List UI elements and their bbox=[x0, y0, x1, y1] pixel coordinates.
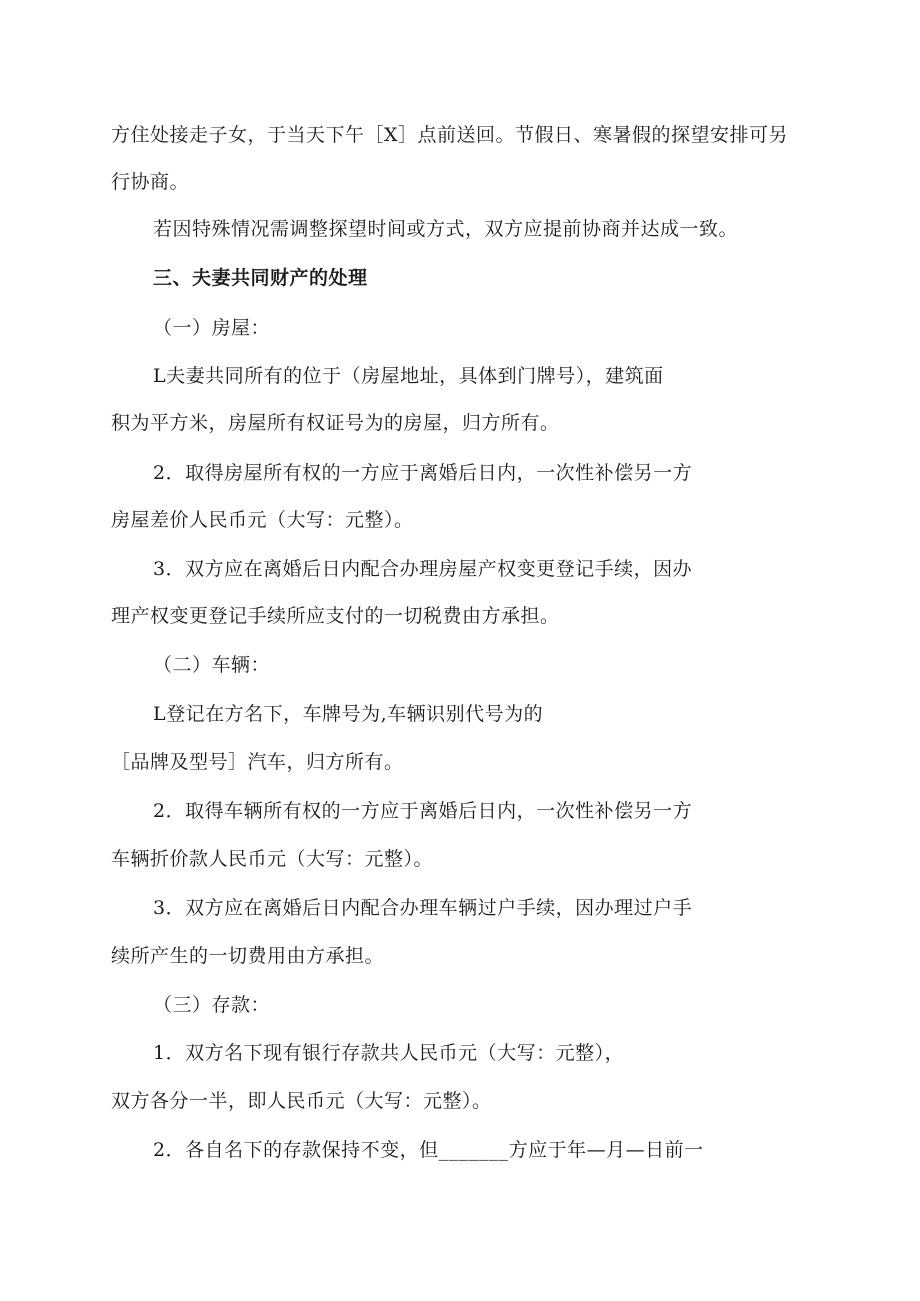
paragraph-line: 2．各自名下的存款保持不变，但_______方应于年—月—日前一 bbox=[153, 1139, 704, 1161]
paragraph-line: 双方各分一半，即人民币元（大写：元整）。 bbox=[111, 1090, 492, 1112]
paragraph-line: 房屋差价人民币元（大写：元整）。 bbox=[111, 509, 414, 531]
paragraph-line: 2．取得房屋所有权的一方应于离婚后日内，一次性补偿另一方 bbox=[153, 462, 693, 484]
paragraph-line: 车辆折价款人民币元（大写：元整）。 bbox=[111, 848, 434, 870]
subsection-heading: （二）车辆： bbox=[153, 654, 271, 676]
paragraph-line: 方住处接走子女，于当天下午［X］点前送回。节假日、寒暑假的探望安排可另 bbox=[111, 124, 789, 146]
section-heading: 三、夫妻共同财产的处理 bbox=[153, 267, 368, 289]
subsection-heading: （一）房屋： bbox=[153, 317, 271, 339]
paragraph-line: 理产权变更登记手续所应支付的一切税费由方承担。 bbox=[111, 605, 560, 627]
paragraph-line: 2．取得车辆所有权的一方应于离婚后日内，一次性补偿另一方 bbox=[153, 800, 693, 822]
paragraph-line: 1．双方名下现有银行存款共人民币元（大写：元整）， bbox=[153, 1042, 625, 1064]
paragraph-line: 若因特殊情况需调整探望时间或方式，双方应提前协商并达成一致。 bbox=[153, 218, 739, 240]
subsection-heading: （三）存款： bbox=[153, 994, 271, 1016]
paragraph-line: 积为平方米，房屋所有权证号为的房屋，归方所有。 bbox=[111, 412, 560, 434]
paragraph-line: L登记在方名下，车牌号为,车辆识别代号为的 bbox=[153, 703, 544, 725]
paragraph-line: 3．双方应在离婚后日内配合办理车辆过户手续，因办理过户手 bbox=[153, 897, 693, 919]
paragraph-line: 3．双方应在离婚后日内配合办理房屋产权变更登记手续，因办 bbox=[153, 558, 693, 580]
paragraph-line: 续所产生的一切费用由方承担。 bbox=[111, 945, 385, 967]
paragraph-line: 行协商。 bbox=[111, 171, 190, 193]
paragraph-line: ［品牌及型号］汽车，归方所有。 bbox=[111, 751, 404, 773]
paragraph-line: L夫妻共同所有的位于（房屋地址，具体到门牌号），建筑面 bbox=[153, 365, 664, 387]
